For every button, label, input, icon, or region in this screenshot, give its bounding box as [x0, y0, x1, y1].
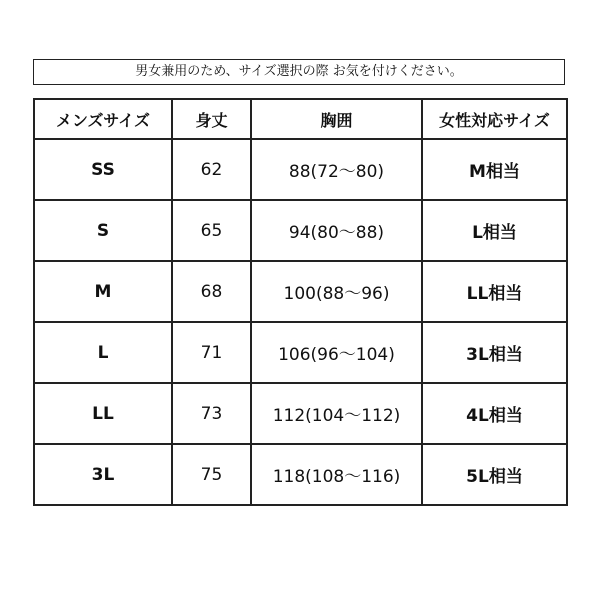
header-mens-size: メンズサイズ: [34, 99, 172, 139]
unisex-size-notice: 男女兼用のため、サイズ選択の際 お気を付けください。: [33, 59, 565, 85]
cell-chest: 118(108〜116): [251, 444, 422, 505]
cell-chest: 106(96〜104): [251, 322, 422, 383]
cell-mens-size: S: [34, 200, 172, 261]
cell-womens-size: LL相当: [422, 261, 567, 322]
cell-body-length: 62: [172, 139, 251, 200]
cell-body-length: 65: [172, 200, 251, 261]
cell-body-length: 71: [172, 322, 251, 383]
cell-mens-size: L: [34, 322, 172, 383]
cell-womens-size: L相当: [422, 200, 567, 261]
cell-womens-size: 4L相当: [422, 383, 567, 444]
cell-body-length: 75: [172, 444, 251, 505]
cell-mens-size: SS: [34, 139, 172, 200]
cell-chest: 112(104〜112): [251, 383, 422, 444]
table-row: [34, 139, 567, 200]
cell-chest: 94(80〜88): [251, 200, 422, 261]
cell-mens-size: 3L: [34, 444, 172, 505]
table-row: [34, 200, 567, 261]
cell-chest: 88(72〜80): [251, 139, 422, 200]
table-row: [34, 261, 567, 322]
header-womens-size: 女性対応サイズ: [422, 99, 567, 139]
cell-body-length: 73: [172, 383, 251, 444]
header-chest: 胸囲: [251, 99, 422, 139]
table-header-row: [34, 99, 567, 139]
cell-chest: 100(88〜96): [251, 261, 422, 322]
table-row: [34, 444, 567, 505]
cell-womens-size: 3L相当: [422, 322, 567, 383]
cell-womens-size: 5L相当: [422, 444, 567, 505]
cell-body-length: 68: [172, 261, 251, 322]
cell-mens-size: M: [34, 261, 172, 322]
table-row: [34, 383, 567, 444]
size-chart-table: [33, 98, 568, 506]
table-row: [34, 322, 567, 383]
cell-mens-size: LL: [34, 383, 172, 444]
header-body-length: 身丈: [172, 99, 251, 139]
cell-womens-size: M相当: [422, 139, 567, 200]
